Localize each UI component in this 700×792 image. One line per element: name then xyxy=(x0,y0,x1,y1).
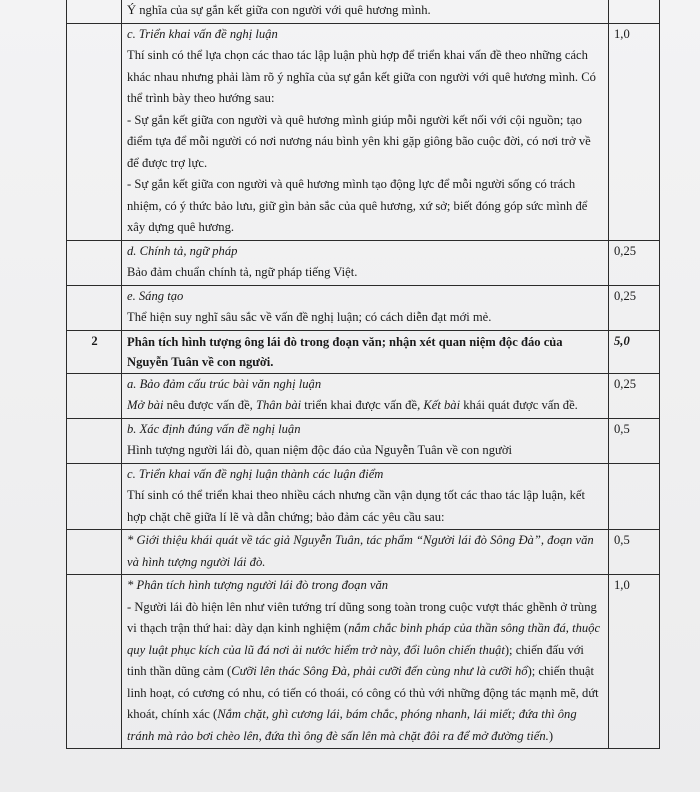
content-cell xyxy=(122,285,609,330)
table-row xyxy=(67,575,660,749)
criterion-title: d. Chính tả, ngữ pháp xyxy=(127,243,238,258)
content-text-italic: Mở bài xyxy=(127,398,164,412)
content-cell xyxy=(122,463,609,530)
item-number-cell xyxy=(67,530,122,575)
item-number-cell xyxy=(67,0,122,23)
content-text-italic: Kết bài xyxy=(423,398,461,412)
criterion-title: a. Bảo đảm cấu trúc bài văn nghị luận xyxy=(127,376,322,391)
score-cell xyxy=(609,530,660,575)
table-row xyxy=(67,330,660,373)
content-cell xyxy=(122,0,609,23)
content-text: Thí sinh có thể triển khai theo nhiều cách nhưng cần vận dụng tốt các thao tác lập luận, kết hợp chặt chẽ giữa lí lẽ và dẫn chứng; bảo đảm các yêu cầu sau: xyxy=(127,488,585,524)
score-cell xyxy=(609,23,660,240)
content-text xyxy=(127,597,604,748)
content-cell xyxy=(122,330,609,373)
content-text: Bảo đảm chuẩn chính tả, ngữ pháp tiếng Việt. xyxy=(127,265,358,279)
score-cell xyxy=(609,330,660,373)
item-number-cell xyxy=(67,575,122,749)
criterion-title: c. Triển khai vấn đề nghị luận thành các luận điểm xyxy=(127,466,384,481)
content-text-run: triển khai được vấn đề, xyxy=(301,398,424,412)
table-row xyxy=(67,418,660,463)
content-text: Hình tượng người lái đò, quan niệm độc đáo của Nguyễn Tuân về con người xyxy=(127,443,512,457)
score-value: 0,25 xyxy=(614,288,637,303)
criterion-title: c. Triển khai vấn đề nghị luận xyxy=(127,26,278,41)
table-row xyxy=(67,373,660,418)
item-number-cell xyxy=(67,285,122,330)
table-row xyxy=(67,285,660,330)
score-value: 5,0 xyxy=(614,333,630,348)
content-cell xyxy=(122,23,609,240)
table-row xyxy=(67,240,660,285)
score-cell xyxy=(609,575,660,749)
item-number-cell xyxy=(67,240,122,285)
score-value: 0,5 xyxy=(614,421,630,436)
content-text-italic: nắm chắc binh pháp của thần sông thần đá, thuộc quy luật phục kích của lũ đá nơi ải nước hiểm trở này, đổi luôn chiến thuật xyxy=(127,621,601,657)
score-value: 1,0 xyxy=(614,26,630,41)
content-cell xyxy=(122,240,609,285)
score-value: 1,0 xyxy=(614,578,630,592)
score-value: 0,25 xyxy=(614,243,637,258)
question-heading: Phân tích hình tượng ông lái đò trong đoạn văn; nhận xét quan niệm độc đáo của Nguyễn Tuân về con người. xyxy=(127,334,563,369)
content-text: - Sự gắn kết giữa con người và quê hương mình giúp mỗi người kết nối với cội nguồn; tạo điểm tựa để mỗi người có nơi nương náu bình yên khi gặp giông bão cuộc đời, có nơi trở về để được trợ lực. xyxy=(127,112,591,170)
criterion-title: b. Xác định đúng vấn đề nghị luận xyxy=(127,421,301,436)
content-cell xyxy=(122,373,609,418)
grading-rubric-table xyxy=(66,0,660,749)
item-number-cell xyxy=(67,373,122,418)
score-cell xyxy=(609,373,660,418)
score-cell xyxy=(609,285,660,330)
item-number-cell xyxy=(67,23,122,240)
content-text-italic: Thân bài xyxy=(255,398,302,412)
table-row xyxy=(67,23,660,240)
content-text: Ý nghĩa của sự gắn kết giữa con người với quê hương mình. xyxy=(127,3,431,17)
score-value: 0,5 xyxy=(614,533,630,547)
content-text-run: ); chiến thuật linh hoạt, có cương có nhu, có tiến có thoái, có công có thủ với những động tác mạnh mẽ, dứt khoát, chính xác ( xyxy=(127,664,599,721)
content-cell xyxy=(122,530,609,575)
content-text-italic: Cưỡi lên thác Sông Đà, phải cưỡi đến cùng như là cưỡi hổ xyxy=(231,664,528,678)
score-cell xyxy=(609,240,660,285)
content-text xyxy=(127,395,604,417)
content-text-run: ) xyxy=(548,728,554,743)
content-text: Thí sinh có thể lựa chọn các thao tác lập luận phù hợp để triển khai vấn đề theo những cách khác nhau nhưng phải làm rõ ý nghĩa của sự gắn kết giữa con người với quê hương mình. Có thể trình bày theo hướng sau: xyxy=(127,48,596,105)
table-row xyxy=(67,0,660,23)
criterion-title: * Phân tích hình tượng người lái đò trong đoạn văn xyxy=(127,578,389,592)
score-value: 0,25 xyxy=(614,376,637,391)
criterion-title: e. Sáng tạo xyxy=(127,288,184,303)
content-text: Thể hiện suy nghĩ sâu sắc về vấn đề nghị luận; có cách diễn đạt mới mẻ. xyxy=(127,310,492,324)
content-text: - Sự gắn kết giữa con người và quê hương mình tạo động lực để mỗi người sống có trách nhiệm, có ý thức bảo lưu, giữ gìn bản sắc của quê hương, xứ sở; biết đóng góp sức mình để xây dựng quê hương. xyxy=(127,177,588,234)
item-number-cell xyxy=(67,463,122,530)
content-text-run: - Người lái đò hiện lên như viên tướng trí dũng song toàn trong cuộc vượt thác ghềnh ở trùng vi thạch trận thứ hai: dày dạn kinh nghiệm ( xyxy=(127,599,597,635)
score-cell xyxy=(609,418,660,463)
score-cell xyxy=(609,0,660,23)
content-text-run: ); chiến đấu với tinh thần dũng cảm ( xyxy=(127,642,584,678)
content-text-run: khái quát được vấn đề. xyxy=(460,398,578,412)
item-number-cell xyxy=(67,418,122,463)
content-cell xyxy=(122,418,609,463)
content-text-run: nêu được vấn đề, xyxy=(163,398,256,412)
question-number: 2 xyxy=(91,333,98,348)
item-number-cell xyxy=(67,330,122,373)
table-row xyxy=(67,530,660,575)
content-text-italic: Nắm chặt, ghì cương lái, bám chắc, phóng nhanh, lái miết; đứa thì ông tránh mà rảo bơi chèo lên, đứa thì ông đè sấn lên mà chặt đôi ra để mở đường tiến. xyxy=(127,707,577,743)
content-cell xyxy=(122,575,609,749)
score-cell xyxy=(609,463,660,530)
content-text-italic: * Giới thiệu khái quát về tác giả Nguyễn Tuân, tác phẩm “Người lái đò Sông Đà”, đoạn văn và hình tượng người lái đò. xyxy=(127,533,594,569)
table-row xyxy=(67,463,660,530)
